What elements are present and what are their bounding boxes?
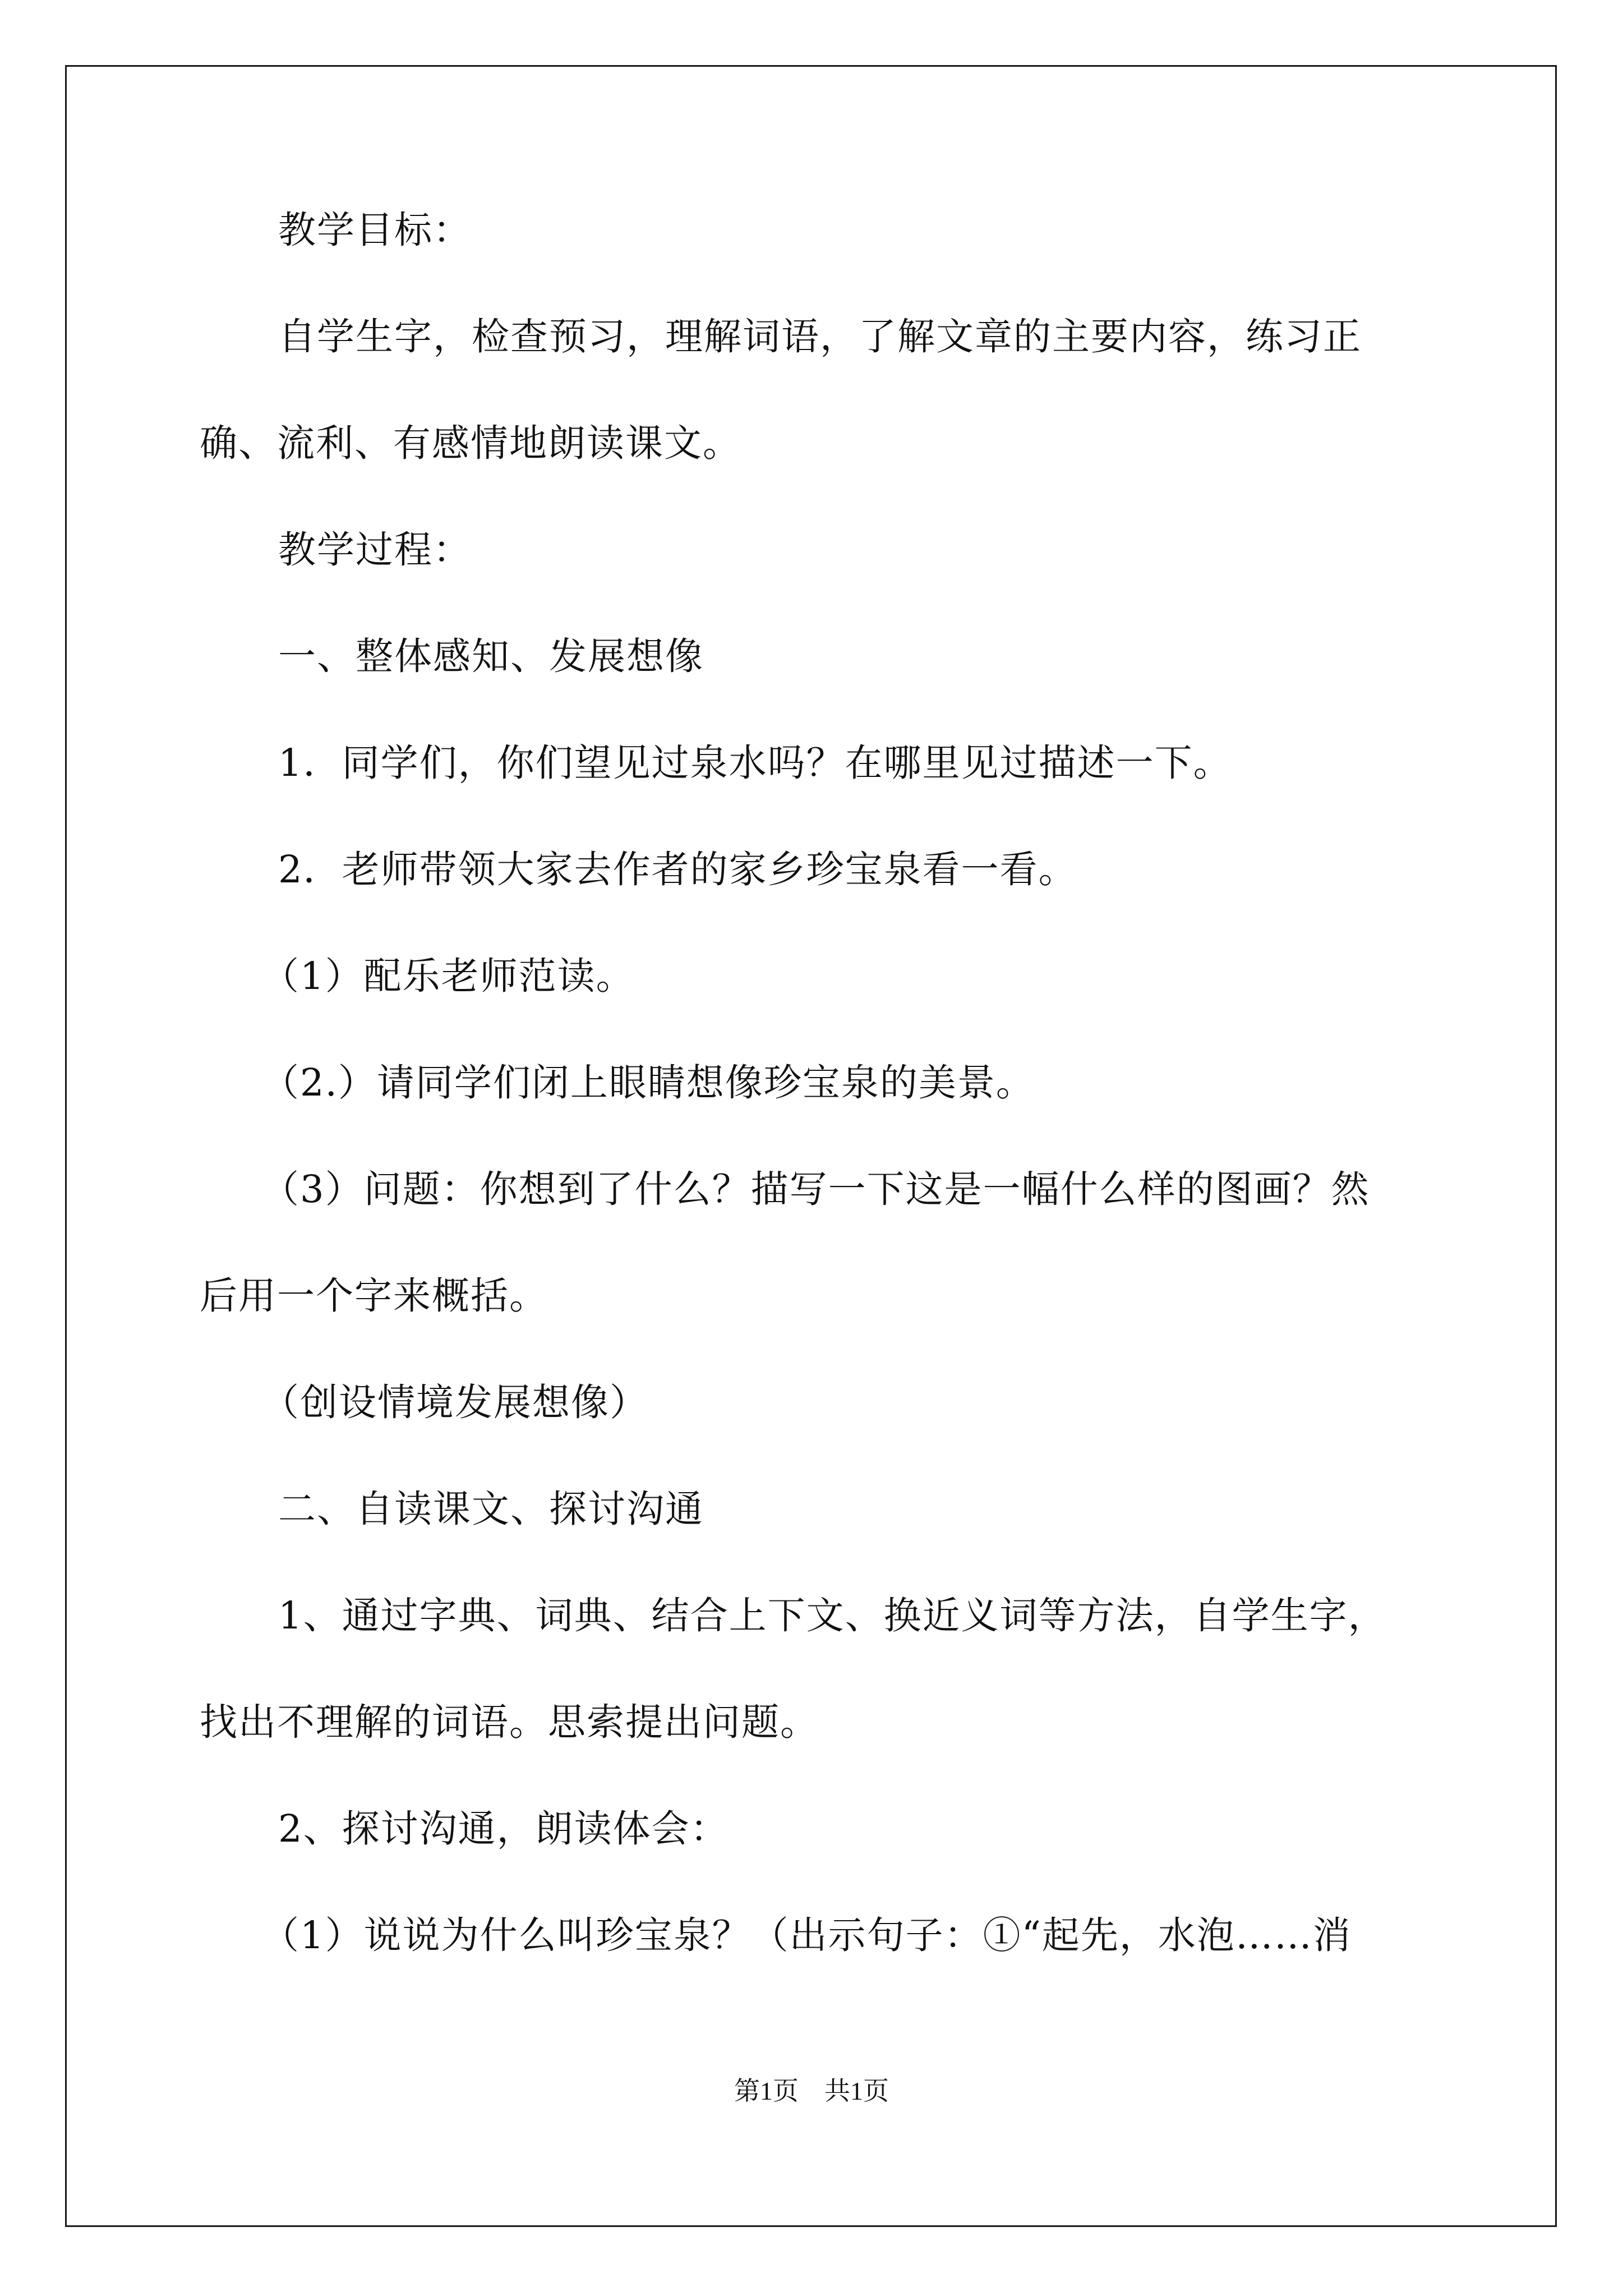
heading-teaching-goals: 教学目标：	[278, 208, 472, 252]
paragraph-line: 自学生字，检查预习，理解词语，了解文章的主要内容，练习正	[278, 315, 1362, 358]
page-border	[65, 65, 1557, 2227]
paragraph-line: 确、流利、有感情地朗读课文。	[200, 421, 741, 465]
paragraph-line: 后用一个字来概括。	[200, 1274, 548, 1318]
paragraph-line: （3）问题：你想到了什么？描写一下这是一幅什么样的图画？然	[261, 1167, 1370, 1211]
section-heading-1: 一、整体感知、发展想像	[278, 634, 704, 678]
paragraph-line: 1．同学们，你们望见过泉水吗？在哪里见过描述一下。	[278, 741, 1232, 785]
paragraph-line: 1、通过字典、词典、结合上下文、换近义词等方法，自学生字，	[278, 1594, 1387, 1637]
paragraph-line: （1）配乐老师范读。	[261, 954, 635, 998]
paragraph-line: 2、探讨沟通，朗读体会：	[278, 1807, 729, 1851]
heading-teaching-process: 教学过程：	[278, 528, 472, 572]
paragraph-line: 2．老师带领大家去作者的家乡珍宝泉看一看。	[278, 848, 1077, 891]
section-heading-2: 二、自读课文、探讨沟通	[278, 1487, 704, 1531]
paragraph-line: （2.）请同学们闭上眼睛想像珍宝泉的美景。	[261, 1061, 1035, 1105]
page-number: 第1页 共1页	[734, 2077, 889, 2105]
paragraph-line: （创设情境发展想像）	[261, 1381, 648, 1424]
paragraph-line: （1）说说为什么叫珍宝泉？（出示句子：①“起先，水泡……消	[261, 1913, 1352, 1957]
paragraph-line: 找出不理解的词语。思索提出问题。	[200, 1700, 819, 1744]
